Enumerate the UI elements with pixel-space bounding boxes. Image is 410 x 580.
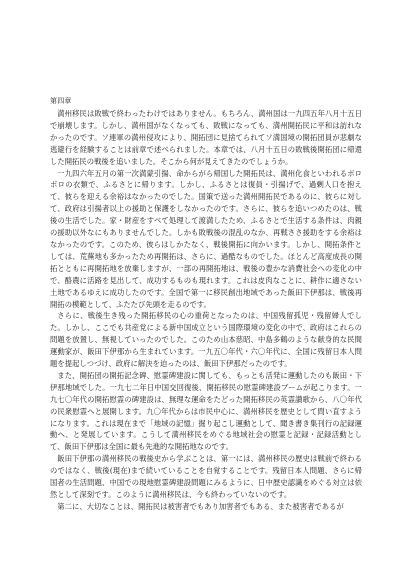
paragraph: さらに、戦後生き残った開拓移民の心の重荷となったのは、中国残留孤児・残留婦人でした。しかし、ここでも共産党による新中国成立という国際環境の変化の中で、政府はこれらの問題を放置し、無視していったのでした。このため山本慈昭、中島多鶴のような献身的な民間運動家が、飯田下伊那から生まれています。一九五〇年代・六〇年代に、全国に残留日本人問題を提起しつづけ、政府に解決を迫ったのは、飯田下伊那だったのです。 bbox=[50, 311, 362, 369]
paragraph: 飯田下伊那の満州移民の戦後史から学ぶことは、第一には、満州移民の歴史は戦前で終わるのではなく、戦後(現在)まで続いていることを自覚することです。残留日本人問題、さらに帰国者の生活問題、中国での現地慰霊碑建設問題にみるように、日中歴史認識をめぐる対立は依然として深刻です。このように満州移民は、今も終わっていないのです。 bbox=[50, 454, 362, 499]
book-page bbox=[50, 96, 362, 513]
paragraph: 第二に、大切なことは、開拓民は被害者でもあり加害者でもある、また被害者であるが bbox=[57, 501, 344, 511]
paragraph: 満州移民は敗戦で終わったわけではありません。もちろん、満州国は一九四五年八月十五日で崩壊します。しかし、満州国がなくなっても、敗戦になっても、満州開拓民に平和は訪れなかったのです。ソ連軍の満州侵攻により、開拓団に見捨てられてソ満国境の開拓団員が悲劇な逃避行を経験することは前章で述べられました。本章では、八月十五日の敗戦後開拓団に帰還した開拓民の戦後を追いました。そこから何が見えてきたのでしょうか。 bbox=[50, 109, 362, 166]
paragraph: 一九四六年五月の第一次満蒙引揚、命からがら帰国した開拓民は、満州化食といわれるボロボロの衣類で、ふるさとに帰ります。しかし、ふるさとは復員・引揚げで、過剰人口を抱えて、彼らを迎える余裕はなかったのでした。国策で送った満州開拓民であるのに、彼らに対して、政府は引揚者以上の援助と保護をしなかったのです。さらに、彼らを追いつめたのは、戦後の生活でした。家・財産をすべて処理して渡満したため、ふるさとで生活する条件は、肉親の援助以外なにもありませんでした。しかも敗戦後の混乱のなか、再戦ささ援助をする余裕はなかったのです。このため、彼らはしかたなく、戦後開拓に向かいます。しかし、開拓条件としては、荒蕪地も多かったため再開拓は、さらに、過酷なものでした。ほとんど高度成長の開拓とともに再開拓地を放棄しますが、一部の再開拓地は、戦後の豊かな消費社会への変化の中で、酪農に活路を見出して、成功するものも現れます。これは皮肉なことに、耕作に適さない土地であるゆえに成功したのです。全国で第一に移民創出地域であった飯田下伊那は、戦後再開拓の模範として、ふたたび先頭を走るのです。 bbox=[50, 168, 362, 309]
chapter-label: 第四章 bbox=[50, 97, 72, 105]
paragraph: また、開拓団の開拓記念碑、慰霊碑建設に関しても、もっとも活発に運動したのも飯田・下伊那地域でした。一九七二年日中国交回復後、開拓移民の慰霊碑建設ブームが起こります。一九七〇年代の開拓慰霊の碑建設は、無理な運命をたどった開拓移民の英霊讃歌から、八〇年代の民衆慰霊へと展開します。九〇年代からは市民中心に、満州移民を歴史として問い直すようになります。これは現在まで「地域の記憶」掘り起こし運動として、聞き書き集刊行の記録運動へ、と発展しています。こうして満州移民をめぐる地域社会の慰霊と記録・記録活動として、飯田下伊那は全国に最も先進的な開拓地なのです。 bbox=[50, 370, 362, 452]
